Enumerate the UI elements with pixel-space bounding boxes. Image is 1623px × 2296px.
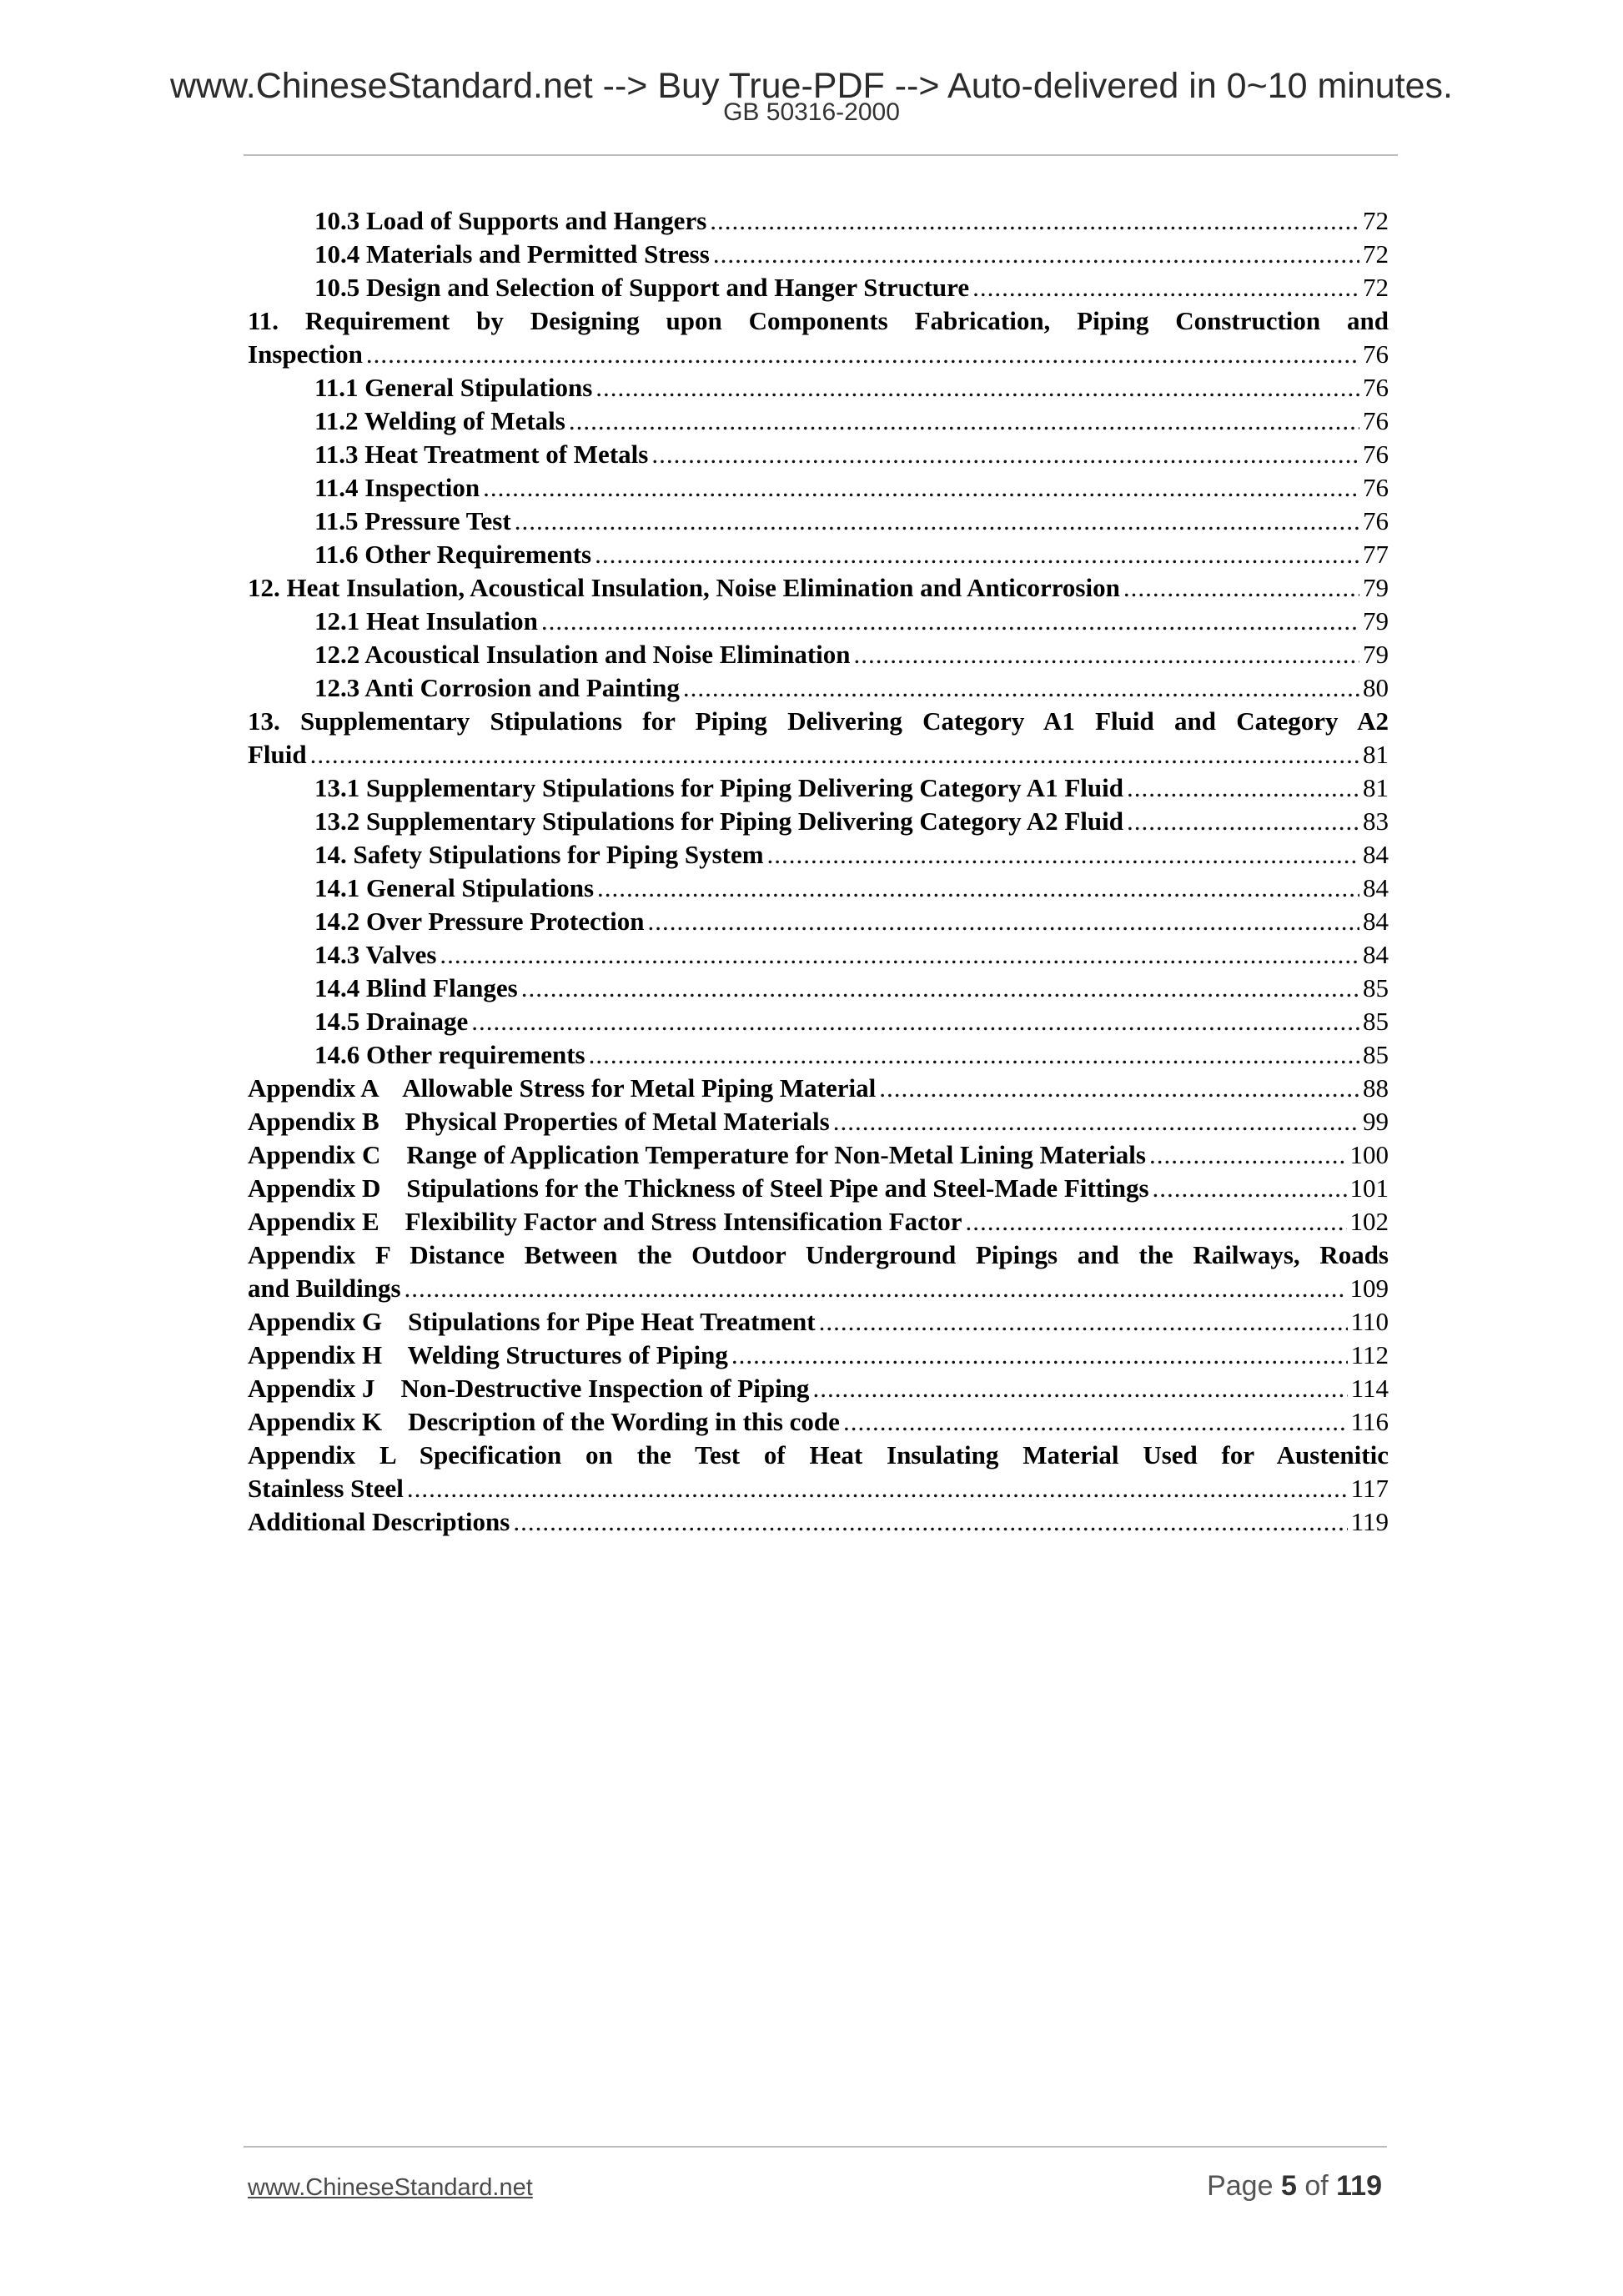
- toc-leader-dots: [589, 1038, 1359, 1072]
- toc-entry[interactable]: [248, 1172, 1389, 1205]
- toc-entry-title: Appendix E Flexibility Factor and Stress Intensification Factor: [248, 1207, 962, 1236]
- page-indicator: [1207, 2170, 1382, 2203]
- toc-entry[interactable]: [248, 438, 1389, 471]
- toc-page-number: 116: [1350, 1407, 1389, 1436]
- toc-leader-dots: [647, 905, 1359, 938]
- toc-page-number: 119: [1350, 1507, 1389, 1536]
- toc-entry[interactable]: [248, 1205, 1389, 1238]
- toc-entry[interactable]: [248, 1339, 1389, 1372]
- toc-leader-dots: [471, 1005, 1359, 1038]
- toc-entry[interactable]: [248, 938, 1389, 972]
- toc-page-number: 109: [1349, 1274, 1389, 1303]
- toc-entry-title: 13.1 Supplementary Stipulations for Piping Delivering Category A1 Fluid: [314, 773, 1123, 802]
- toc-leader-dots: [843, 1405, 1348, 1439]
- header-banner: www.ChineseStandard.net --> Buy True-PDF --> Auto-delivered in 0~10 minutes.: [169, 66, 1453, 106]
- toc-leader-dots: [651, 438, 1359, 471]
- toc-entry-title: 13.2 Supplementary Stipulations for Piping Delivering Category A2 Fluid: [314, 806, 1123, 836]
- toc-entry-title: 11.1 General Stipulations: [314, 373, 593, 402]
- toc-leader-dots: [833, 1105, 1359, 1138]
- toc-page-number: 102: [1349, 1207, 1389, 1236]
- toc-entry[interactable]: [248, 1138, 1389, 1172]
- toc-entry[interactable]: [248, 571, 1389, 605]
- toc-leader-dots: [597, 872, 1359, 905]
- toc-entry-title: 11.6 Other Requirements: [314, 540, 592, 569]
- page-prefix: Page: [1207, 2170, 1274, 2202]
- toc-leader-dots: [1127, 805, 1359, 838]
- toc-entry-title: Additional Descriptions: [248, 1507, 510, 1536]
- toc-entry-title: Stainless Steel: [248, 1474, 404, 1503]
- toc-entry-title: Appendix C Range of Application Temperature for Non-Metal Lining Materials: [248, 1140, 1146, 1169]
- toc-entry[interactable]: [248, 872, 1389, 905]
- toc-entry[interactable]: [248, 905, 1389, 938]
- toc-page-number: 81: [1363, 773, 1389, 802]
- toc-leader-dots: [515, 505, 1359, 538]
- toc-entry[interactable]: [248, 1005, 1389, 1038]
- toc-leader-dots: [1123, 571, 1359, 605]
- toc-leader-dots: [854, 638, 1359, 671]
- toc-leader-dots: [483, 471, 1359, 505]
- toc-page-number: 76: [1363, 406, 1389, 435]
- toc-entry-title: 10.3 Load of Supports and Hangers: [314, 206, 707, 235]
- toc-page-number: 83: [1363, 806, 1389, 836]
- toc-leader-dots: [812, 1372, 1347, 1405]
- toc-entry[interactable]: [248, 1505, 1389, 1539]
- toc-page-number: 88: [1363, 1073, 1389, 1103]
- toc-entry[interactable]: [248, 771, 1389, 805]
- toc-entry[interactable]: [248, 238, 1389, 271]
- toc-page-number: 84: [1363, 840, 1389, 869]
- toc-page-number: 85: [1363, 1040, 1389, 1069]
- toc-entry[interactable]: [248, 1472, 1389, 1505]
- toc-page-number: 72: [1363, 206, 1389, 235]
- toc-entry-title: 10.5 Design and Selection of Support and Hanger Structure: [314, 273, 970, 302]
- toc-page-number: 76: [1363, 506, 1389, 535]
- toc-entry[interactable]: [248, 271, 1389, 304]
- toc-page-number: 112: [1350, 1340, 1389, 1369]
- toc-leader-dots: [1127, 771, 1359, 805]
- toc-leader-dots: [731, 1339, 1348, 1372]
- toc-leader-dots: [1153, 1172, 1347, 1205]
- toc-entry-title: 12.3 Anti Corrosion and Painting: [314, 673, 680, 702]
- toc-entry-title: 14.4 Blind Flanges: [314, 973, 518, 1002]
- toc-entry[interactable]: [248, 638, 1389, 671]
- toc-entry[interactable]: [248, 605, 1389, 638]
- toc-leader-dots: [710, 204, 1359, 238]
- toc-page-number: 79: [1363, 573, 1389, 602]
- toc-leader-dots: [366, 338, 1359, 371]
- toc-entry-title: 14.2 Over Pressure Protection: [314, 907, 645, 936]
- toc-entry[interactable]: [248, 805, 1389, 838]
- toc-entry-title: 10.4 Materials and Permitted Stress: [314, 239, 710, 269]
- toc-entry[interactable]: [248, 1105, 1389, 1138]
- toc-entry-title: 14.3 Valves: [314, 940, 437, 969]
- toc-page-number: 85: [1363, 1007, 1389, 1036]
- toc-entry-title: 11.2 Welding of Metals: [314, 406, 565, 435]
- toc-page-number: 84: [1363, 907, 1389, 936]
- toc-entry[interactable]: [248, 1038, 1389, 1072]
- page-current: 5: [1280, 2170, 1297, 2202]
- toc-entry-title: 14. Safety Stipulations for Piping System: [314, 840, 764, 869]
- toc-entry[interactable]: [248, 1072, 1389, 1105]
- toc-entry-title: 14.1 General Stipulations: [314, 873, 595, 902]
- toc-entry-title: 11.4 Inspection: [314, 473, 480, 502]
- toc-entry-line1[interactable]: 11. Requirement by Designing upon Components Fabrication, Piping Construction and: [248, 306, 1389, 335]
- toc-leader-dots: [713, 238, 1359, 271]
- toc-page-number: 81: [1363, 740, 1389, 769]
- toc-page-number: 72: [1363, 239, 1389, 269]
- page-of: of: [1304, 2170, 1329, 2202]
- toc-entry[interactable]: [248, 972, 1389, 1005]
- toc-page-number: 101: [1349, 1173, 1389, 1203]
- toc-leader-dots: [440, 938, 1359, 972]
- footer-site-link[interactable]: www.ChineseStandard.net: [248, 2174, 533, 2201]
- toc-entry-title: 12.1 Heat Insulation: [314, 606, 538, 636]
- toc-page-number: 99: [1363, 1107, 1389, 1136]
- standard-code: GB 50316-2000: [723, 98, 900, 126]
- toc-page-number: 110: [1350, 1307, 1389, 1336]
- toc-entry-title: 14.6 Other requirements: [314, 1040, 585, 1069]
- toc-entry-title: 12. Heat Insulation, Acoustical Insulation, Noise Elimination and Anticorrosion: [248, 573, 1120, 602]
- toc-page-number: 76: [1363, 373, 1389, 402]
- toc-leader-dots: [569, 404, 1359, 438]
- toc-leader-dots: [310, 738, 1359, 771]
- toc-entry[interactable]: [248, 404, 1389, 438]
- toc-entry[interactable]: [248, 1272, 1389, 1305]
- toc-page-number: 76: [1363, 339, 1389, 369]
- toc-entry[interactable]: [248, 538, 1389, 571]
- table-of-contents: [248, 204, 1389, 1539]
- toc-page-number: 79: [1363, 606, 1389, 636]
- toc-entry[interactable]: [248, 371, 1389, 404]
- toc-entry[interactable]: [248, 1372, 1389, 1405]
- toc-page-number: 79: [1363, 640, 1389, 669]
- toc-leader-dots: [879, 1072, 1359, 1105]
- toc-entry-line1[interactable]: Appendix F Distance Between the Outdoor Underground Pipings and the Railways, Roads: [248, 1240, 1389, 1269]
- toc-page-number: 117: [1350, 1474, 1389, 1503]
- toc-entry-title: Appendix A Allowable Stress for Metal Piping Material: [248, 1073, 877, 1103]
- toc-leader-dots: [404, 1272, 1347, 1305]
- toc-page-number: 84: [1363, 940, 1389, 969]
- toc-entry[interactable]: [248, 204, 1389, 238]
- toc-entry[interactable]: [248, 738, 1389, 771]
- toc-entry[interactable]: [248, 1305, 1389, 1339]
- toc-leader-dots: [595, 371, 1359, 404]
- toc-entry[interactable]: [248, 471, 1389, 505]
- toc-entry-title: Appendix J Non-Destructive Inspection of Piping: [248, 1374, 810, 1403]
- toc-page-number: 85: [1363, 973, 1389, 1002]
- toc-entry[interactable]: [248, 838, 1389, 872]
- toc-entry-title: 12.2 Acoustical Insulation and Noise Elimination: [314, 640, 851, 669]
- toc-leader-dots: [1149, 1138, 1347, 1172]
- toc-leader-dots: [407, 1472, 1348, 1505]
- toc-entry[interactable]: [248, 671, 1389, 705]
- toc-page-number: 77: [1363, 540, 1389, 569]
- toc-page-number: 100: [1349, 1140, 1389, 1169]
- toc-entry-line1[interactable]: 13. Supplementary Stipulations for Piping Delivering Category A1 Fluid and Category A2: [248, 706, 1389, 736]
- toc-entry-title: Inspection: [248, 339, 363, 369]
- toc-leader-dots: [972, 271, 1359, 304]
- toc-page-number: 114: [1350, 1374, 1389, 1403]
- toc-entry-line1[interactable]: Appendix L Specification on the Test of Heat Insulating Material Used for Austenitic: [248, 1440, 1389, 1470]
- toc-leader-dots: [513, 1505, 1347, 1539]
- toc-entry-title: 11.5 Pressure Test: [314, 506, 511, 535]
- toc-entry-title: 11.3 Heat Treatment of Metals: [314, 440, 649, 469]
- toc-leader-dots: [521, 972, 1359, 1005]
- toc-page-number: 84: [1363, 873, 1389, 902]
- page-total: 119: [1336, 2170, 1382, 2202]
- header-divider: [244, 154, 1398, 156]
- toc-page-number: 76: [1363, 440, 1389, 469]
- toc-entry-title: Appendix K Description of the Wording in this code: [248, 1407, 840, 1436]
- toc-entry[interactable]: [248, 1405, 1389, 1439]
- toc-page-number: 76: [1363, 473, 1389, 502]
- toc-entry[interactable]: [248, 338, 1389, 371]
- toc-page-number: 72: [1363, 273, 1389, 302]
- toc-entry-title: 14.5 Drainage: [314, 1007, 469, 1036]
- toc-leader-dots: [595, 538, 1359, 571]
- toc-leader-dots: [767, 838, 1359, 872]
- toc-entry-title: Appendix B Physical Properties of Metal Materials: [248, 1107, 830, 1136]
- toc-entry-title: Appendix D Stipulations for the Thickness of Steel Pipe and Steel-Made Fittings: [248, 1173, 1149, 1203]
- toc-entry[interactable]: [248, 505, 1389, 538]
- footer-divider: [244, 2146, 1387, 2148]
- toc-leader-dots: [683, 671, 1359, 705]
- toc-leader-dots: [541, 605, 1359, 638]
- toc-leader-dots: [819, 1305, 1348, 1339]
- toc-page-number: 80: [1363, 673, 1389, 702]
- toc-entry-title: Appendix G Stipulations for Pipe Heat Treatment: [248, 1307, 816, 1336]
- toc-entry-title: and Buildings: [248, 1274, 401, 1303]
- toc-leader-dots: [966, 1205, 1347, 1238]
- toc-entry-title: Appendix H Welding Structures of Piping: [248, 1340, 728, 1369]
- toc-entry-title: Fluid: [248, 740, 307, 769]
